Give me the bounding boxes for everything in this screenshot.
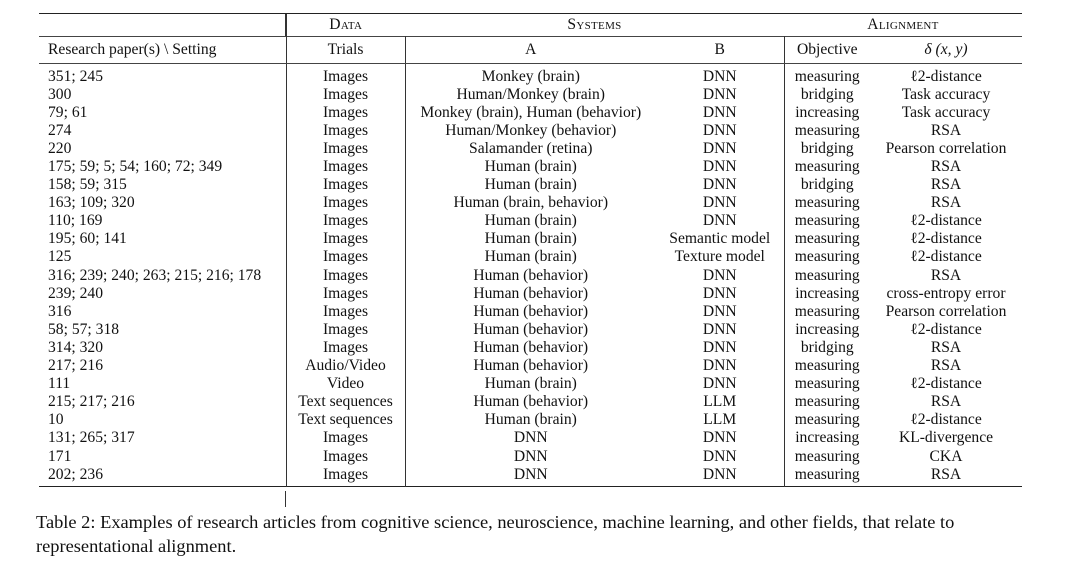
cell-b: DNN <box>656 266 784 284</box>
cell-papers: 195; 60; 141 <box>39 230 286 248</box>
cell-trials: Images <box>286 465 405 487</box>
cell-trials: Images <box>286 121 405 139</box>
cell-b: DNN <box>656 284 784 302</box>
cell-trials: Images <box>286 338 405 356</box>
cell-b: Texture model <box>656 248 784 266</box>
cell-papers: 131; 265; 317 <box>39 429 286 447</box>
cell-papers: 171 <box>39 447 286 465</box>
cell-a: Monkey (brain), Human (behavior) <box>420 103 642 121</box>
cell-delta: cross-entropy error <box>886 284 1006 302</box>
cell-b: DNN <box>656 212 784 230</box>
group-header-row <box>39 14 1022 37</box>
cell-papers: 215; 217; 216 <box>39 393 286 411</box>
cell-delta: RSA <box>930 393 962 411</box>
cell-trials: Images <box>286 194 405 212</box>
cell-a: Human (brain) <box>484 230 577 248</box>
cell-papers: 217; 216 <box>39 357 286 375</box>
cell-delta: ℓ2-distance <box>910 248 982 266</box>
cell-trials: Images <box>286 85 405 103</box>
table-row <box>39 447 1022 465</box>
cell-b: DNN <box>656 375 784 393</box>
group-header-systems: Systems <box>567 16 622 33</box>
cell-trials: Images <box>286 429 405 447</box>
cell-delta: Task accuracy <box>901 103 991 121</box>
cell-a: Human (behavior) <box>473 338 589 356</box>
cell-objective: measuring <box>794 302 860 320</box>
research-articles-table <box>39 13 1022 487</box>
cell-trials: Images <box>286 230 405 248</box>
table-row <box>39 121 1022 139</box>
cell-b: LLM <box>656 393 784 411</box>
cell-b: LLM <box>656 411 784 429</box>
results-table-container <box>39 13 1022 487</box>
table-row <box>39 411 1022 429</box>
column-header-trials: Trials <box>286 37 405 64</box>
cell-b: Semantic model <box>656 230 784 248</box>
bottom-rule <box>39 487 1022 488</box>
cell-objective: measuring <box>794 67 860 85</box>
cell-b: DNN <box>656 302 784 320</box>
column-header-objective: Objective <box>784 37 870 64</box>
cell-delta: Pearson correlation <box>885 139 1007 157</box>
cell-trials: Text sequences <box>286 393 405 411</box>
table-caption: Table 2: Examples of research articles from cognitive science, neuroscience, machine learning, and other fields, that relate to representational alignment. <box>36 512 955 556</box>
cell-papers: 125 <box>39 248 286 266</box>
table-row <box>39 212 1022 230</box>
cell-b: DNN <box>656 176 784 194</box>
cell-b: DNN <box>656 64 784 86</box>
group-header-alignment: Alignment <box>867 16 939 33</box>
cell-delta: RSA <box>930 158 962 176</box>
cell-objective: measuring <box>794 248 860 266</box>
column-header-a: A <box>405 37 656 64</box>
column-header-row <box>39 37 1022 64</box>
table-row <box>39 338 1022 356</box>
cell-papers: 158; 59; 315 <box>39 176 286 194</box>
cell-b: DNN <box>656 103 784 121</box>
cell-a: Human (behavior) <box>473 284 589 302</box>
cell-objective: measuring <box>794 212 860 230</box>
cell-a: DNN <box>513 465 548 483</box>
table-row <box>39 302 1022 320</box>
column-header-b: B <box>656 37 784 64</box>
group-header-empty <box>39 14 286 37</box>
cell-trials: Images <box>286 447 405 465</box>
cell-objective: bridging <box>800 338 854 356</box>
cell-objective: measuring <box>794 357 860 375</box>
cell-papers: 316; 239; 240; 263; 215; 216; 178 <box>39 266 286 284</box>
cell-trials: Images <box>286 139 405 157</box>
cell-delta: KL-divergence <box>898 429 994 447</box>
cell-trials: Images <box>286 157 405 175</box>
table-row <box>39 357 1022 375</box>
cell-b: DNN <box>656 121 784 139</box>
cell-trials: Images <box>286 266 405 284</box>
cell-objective: measuring <box>794 230 860 248</box>
table-row <box>39 465 1022 487</box>
cell-delta: RSA <box>930 176 962 194</box>
cell-a: Human (brain) <box>484 158 577 176</box>
cell-papers: 10 <box>39 411 286 429</box>
cell-papers: 79; 61 <box>39 103 286 121</box>
cell-delta: ℓ2-distance <box>910 230 982 248</box>
cell-papers: 163; 109; 320 <box>39 194 286 212</box>
group-header-data: Data <box>329 16 363 33</box>
cell-objective: measuring <box>794 194 860 212</box>
cell-papers: 239; 240 <box>39 284 286 302</box>
cell-a: Human (brain, behavior) <box>453 194 609 212</box>
cell-b: DNN <box>656 85 784 103</box>
cell-papers: 202; 236 <box>39 465 286 487</box>
table-row <box>39 375 1022 393</box>
cell-a: DNN <box>513 429 548 447</box>
table-row <box>39 266 1022 284</box>
cell-objective: measuring <box>794 447 860 465</box>
cell-delta: ℓ2-distance <box>910 212 982 230</box>
table-row <box>39 284 1022 302</box>
cell-delta: RSA <box>930 121 962 139</box>
cell-trials: Images <box>286 103 405 121</box>
cell-b: DNN <box>656 320 784 338</box>
table-body <box>39 64 1022 487</box>
cell-b: DNN <box>656 157 784 175</box>
cell-b: DNN <box>656 429 784 447</box>
cell-trials: Text sequences <box>286 411 405 429</box>
cell-objective: bridging <box>800 176 854 194</box>
cell-a: Human (brain) <box>484 248 577 266</box>
cell-objective: measuring <box>794 393 860 411</box>
cell-delta: RSA <box>930 338 962 356</box>
table-row <box>39 230 1022 248</box>
table-row <box>39 320 1022 338</box>
cell-trials: Audio/Video <box>286 357 405 375</box>
cell-trials: Images <box>286 284 405 302</box>
cell-trials: Images <box>286 176 405 194</box>
cell-objective: measuring <box>794 266 860 284</box>
cell-delta: RSA <box>930 465 962 483</box>
cell-papers: 175; 59; 5; 54; 160; 72; 349 <box>39 157 286 175</box>
cell-delta: ℓ2-distance <box>910 67 982 85</box>
cell-objective: measuring <box>794 158 860 176</box>
cell-b: DNN <box>656 194 784 212</box>
cell-delta: Pearson correlation <box>885 302 1007 320</box>
cell-b: DNN <box>656 139 784 157</box>
cell-delta: RSA <box>930 357 962 375</box>
cell-a: Human (behavior) <box>473 357 589 375</box>
cell-papers: 351; 245 <box>39 64 286 86</box>
table-row <box>39 194 1022 212</box>
table-row <box>39 103 1022 121</box>
table-row <box>39 176 1022 194</box>
cell-b: DNN <box>656 357 784 375</box>
table-row <box>39 248 1022 266</box>
cell-a: Human/Monkey (behavior) <box>445 121 617 139</box>
table-row <box>39 157 1022 175</box>
cell-delta: ℓ2-distance <box>910 375 982 393</box>
cell-objective: bridging <box>800 85 854 103</box>
cell-trials: Images <box>286 248 405 266</box>
cell-a: Human (brain) <box>484 411 577 429</box>
cell-a: Human (brain) <box>484 212 577 230</box>
table-row <box>39 393 1022 411</box>
table-row <box>39 429 1022 447</box>
cell-trials: Video <box>286 375 405 393</box>
cell-b: DNN <box>656 465 784 487</box>
cell-objective: increasing <box>795 320 860 338</box>
cell-papers: 58; 57; 318 <box>39 320 286 338</box>
table-row <box>39 139 1022 157</box>
cell-a: Human (behavior) <box>473 320 589 338</box>
cell-delta: RSA <box>930 266 962 284</box>
cell-objective: measuring <box>794 121 860 139</box>
cell-objective: increasing <box>795 103 860 121</box>
cell-objective: measuring <box>794 375 860 393</box>
cell-papers: 316 <box>39 302 286 320</box>
cell-a: Monkey (brain) <box>481 67 580 85</box>
cell-papers: 300 <box>39 85 286 103</box>
cell-delta: Task accuracy <box>901 85 991 103</box>
table-row <box>39 85 1022 103</box>
cell-trials: Images <box>286 302 405 320</box>
cell-objective: bridging <box>800 139 854 157</box>
cell-a: Human/Monkey (brain) <box>456 85 606 103</box>
cell-papers: 220 <box>39 139 286 157</box>
cell-papers: 111 <box>39 375 286 393</box>
cell-a: Human (brain) <box>484 375 577 393</box>
cell-objective: measuring <box>794 465 860 483</box>
cell-objective: increasing <box>795 284 860 302</box>
cell-objective: measuring <box>794 411 860 429</box>
cell-a: Salamander (retina) <box>469 139 593 157</box>
cell-a: Human (behavior) <box>473 393 589 411</box>
cell-delta: ℓ2-distance <box>910 320 982 338</box>
cell-delta: RSA <box>930 194 962 212</box>
cell-a: DNN <box>513 447 548 465</box>
cell-papers: 314; 320 <box>39 338 286 356</box>
cell-trials: Images <box>286 320 405 338</box>
cell-papers: 274 <box>39 121 286 139</box>
cell-delta: ℓ2-distance <box>910 411 982 429</box>
cell-trials: Images <box>286 212 405 230</box>
cell-b: DNN <box>656 338 784 356</box>
table-row <box>39 64 1022 86</box>
vertical-rule-bottom <box>285 491 286 507</box>
column-header-delta: δ (x, y) <box>870 37 1022 64</box>
cell-trials: Images <box>286 64 405 86</box>
cell-a: Human (behavior) <box>473 266 589 284</box>
cell-delta: CKA <box>929 447 963 465</box>
cell-papers: 110; 169 <box>39 212 286 230</box>
cell-a: Human (brain) <box>484 176 577 194</box>
cell-a: Human (behavior) <box>473 302 589 320</box>
cell-objective: increasing <box>795 429 860 447</box>
cell-b: DNN <box>656 447 784 465</box>
column-header-papers: Research paper(s) \ Setting <box>39 37 286 64</box>
